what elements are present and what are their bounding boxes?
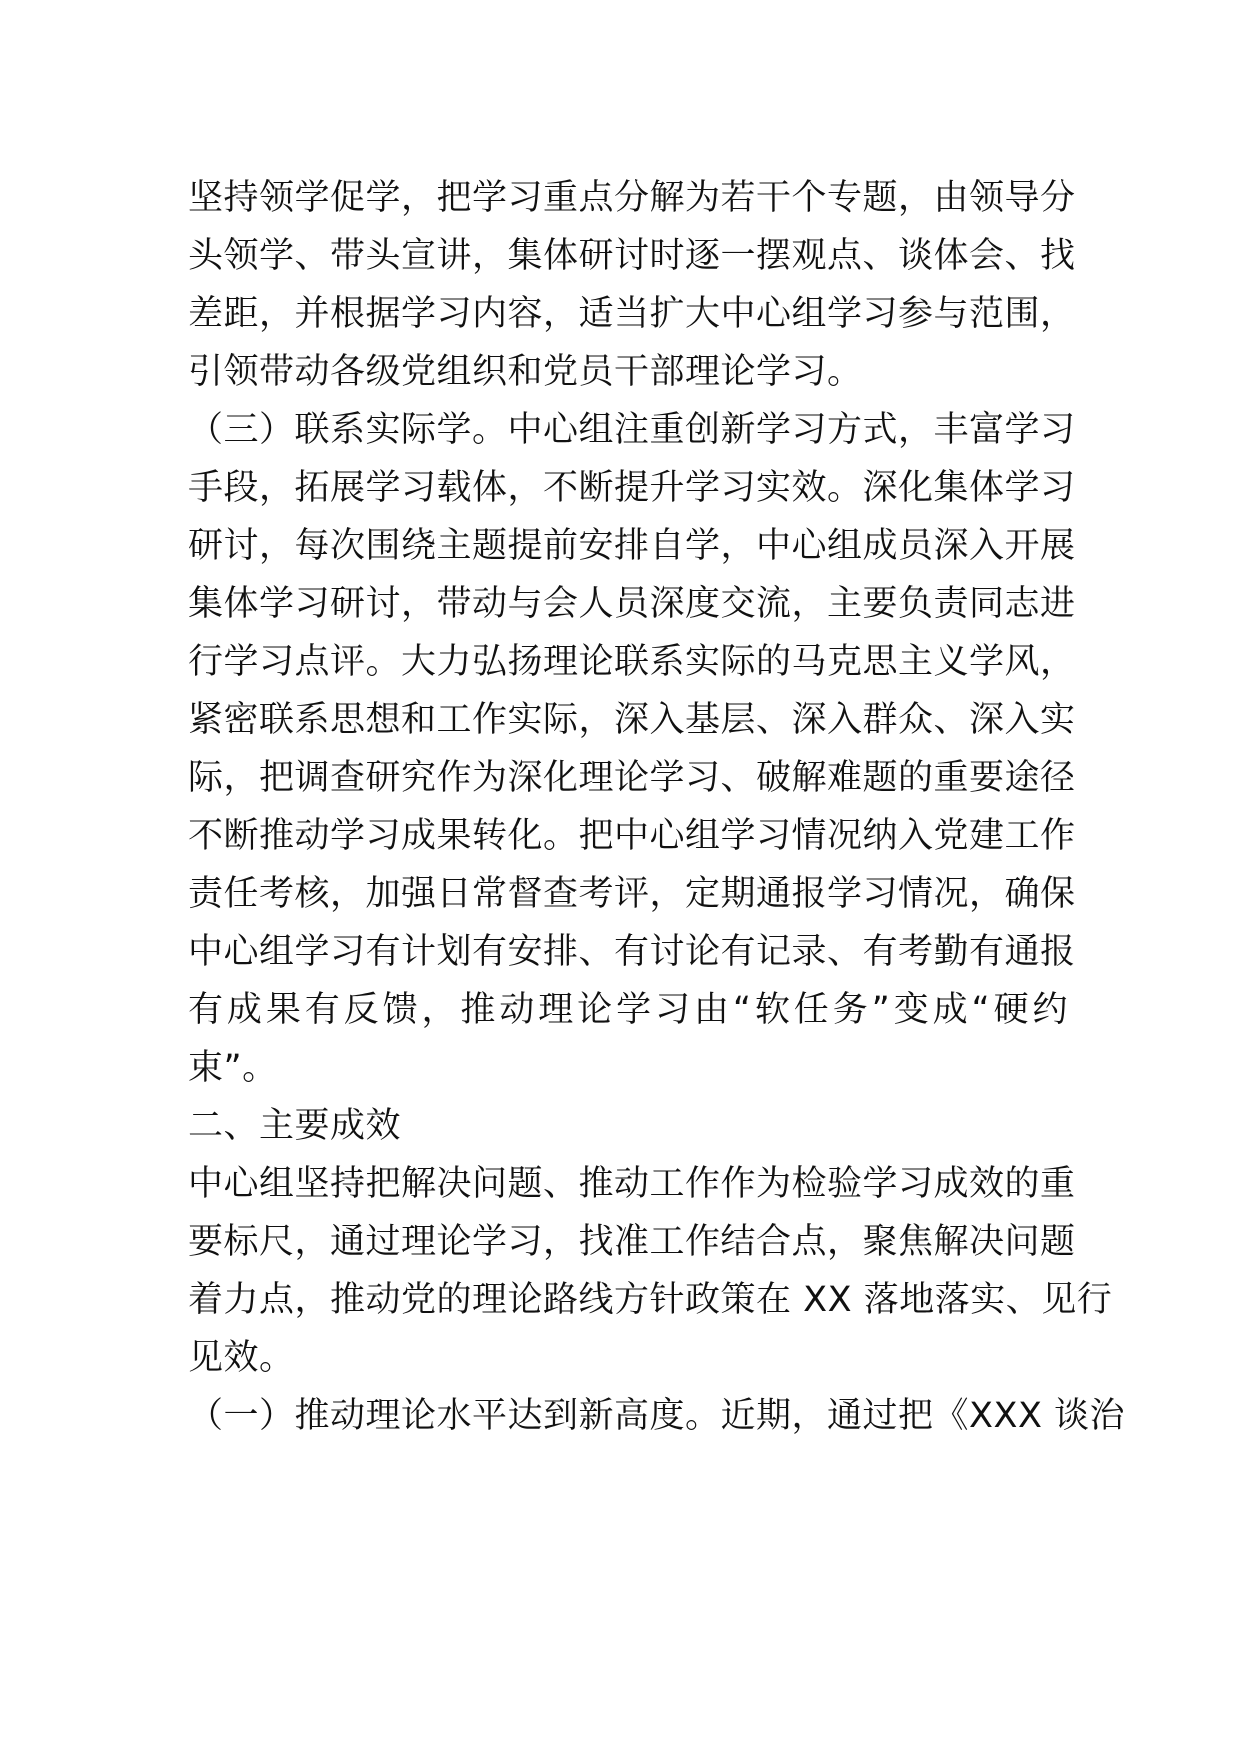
section-heading-line: （一）推动理论水平达到新高度。近期，通过把《XXX 谈治 — [188, 1396, 1126, 1436]
section-title: 二、主要成效 — [188, 1106, 402, 1146]
body-text-line: 中心组学习有计划有安排、有讨论有记录、有考勤有通报 — [188, 932, 1076, 972]
body-text-line: 要标尺，通过理论学习，找准工作结合点，聚焦解决问题 — [188, 1222, 1076, 1262]
body-text-line: 着力点，推动党的理论路线方针政策在 XX 落地落实、见行 — [188, 1280, 1113, 1320]
body-text-line: 有成果有反馈，推动理论学习由“软任务”变成“硬约 — [188, 990, 1068, 1030]
section-heading-line: （三）联系实际学。中心组注重创新学习方式，丰富学习 — [188, 410, 1076, 450]
body-text-line: 束”。 — [188, 1048, 278, 1088]
body-text-line: 手段，拓展学习载体，不断提升学习实效。深化集体学习 — [188, 468, 1076, 508]
body-text-line: 行学习点评。大力弘扬理论联系实际的马克思主义学风， — [188, 642, 1076, 682]
body-text-line: 中心组坚持把解决问题、推动工作作为检验学习成效的重 — [188, 1164, 1076, 1204]
body-text-line: 研讨，每次围绕主题提前安排自学，中心组成员深入开展 — [188, 526, 1076, 566]
body-text-line: 差距，并根据学习内容，适当扩大中心组学习参与范围， — [188, 294, 1076, 334]
body-text-line: 集体学习研讨，带动与会人员深度交流，主要负责同志进 — [188, 584, 1076, 624]
body-text-line: 际，把调查研究作为深化理论学习、破解难题的重要途径 — [188, 758, 1076, 798]
body-text-line: 不断推动学习成果转化。把中心组学习情况纳入党建工作 — [188, 816, 1076, 856]
body-text-line: 见效。 — [188, 1338, 295, 1378]
body-text-line: 坚持领学促学，把学习重点分解为若干个专题，由领导分 — [188, 178, 1076, 218]
body-text-line: 引领带动各级党组织和党员干部理论学习。 — [188, 352, 863, 392]
body-text-line: 紧密联系思想和工作实际，深入基层、深入群众、深入实 — [188, 700, 1076, 740]
body-text-line: 头领学、带头宣讲，集体研讨时逐一摆观点、谈体会、找 — [188, 236, 1076, 276]
body-text-line: 责任考核，加强日常督查考评，定期通报学习情况，确保 — [188, 874, 1076, 914]
